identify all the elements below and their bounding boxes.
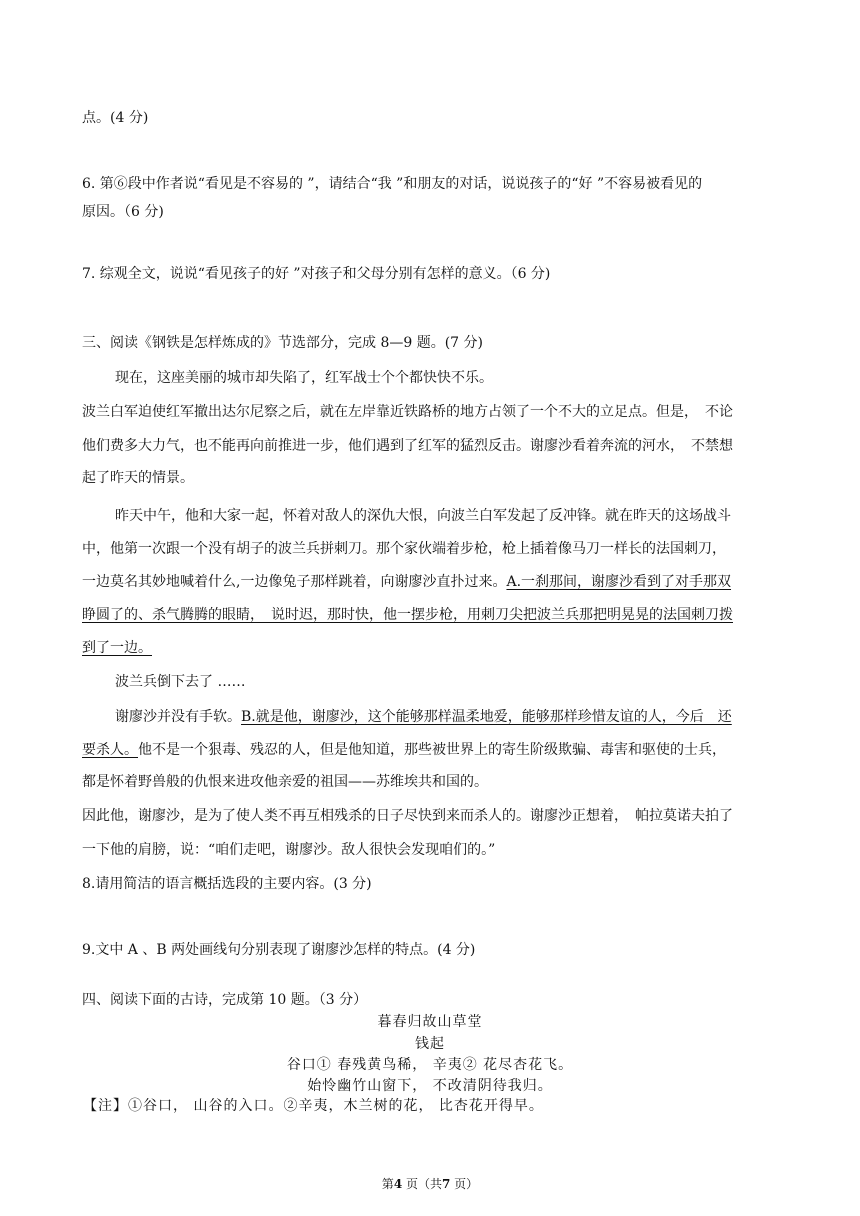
text-line: 点。(4 分) [82, 110, 149, 126]
underlined-sentence-a: A.一刹那间，谢廖沙看到了对手那双 [506, 574, 732, 590]
underlined-sentence-b: B.就是他，谢廖沙，这个能够那样温柔地爱，能够那样珍惜友谊的人，今后 还 [241, 709, 732, 725]
plain-text: 一边莫名其妙地喊着什么,一边像兔子那样跳着，向谢廖沙直扑过来。 [82, 574, 507, 590]
underlined-sentence-a: 到了一边。 [82, 640, 152, 656]
paragraph-line: 昨天中午，他和大家一起，怀着对敌人的深仇大恨，向波兰白军发起了反冲锋。就在昨天的这场战斗 [115, 508, 731, 524]
footer-suffix: 页） [450, 1177, 479, 1191]
question-8: 8.请用简洁的语言概括选段的主要内容。(3 分) [82, 876, 372, 892]
plain-text: 他不是一个狠毒、残忍的人，但是他知道，那些被世界上的寄生阶级欺骗、毒害和驱使的士兵， [138, 742, 726, 758]
paragraph-line [82, 572, 731, 592]
paragraph-line [82, 740, 726, 760]
plain-text: 谢廖沙并没有手软。 [115, 709, 241, 725]
paragraph-line: 都是怀着野兽般的仇恨来进攻他亲爱的祖国——苏维埃共和国的。 [82, 774, 488, 790]
question-9: 9.文中 A 、B 两处画线句分别表现了谢廖沙怎样的特点。(4 分) [82, 942, 476, 958]
total-pages: 7 [442, 1177, 451, 1191]
paragraph-line: 一下他的肩膀，说：“咱们走吧，谢廖沙。敌人很快会发现咱们的。” [82, 842, 496, 858]
underlined-sentence-a: 睁圆了的、杀气腾腾的眼睛， 说时迟，那时快，他一摆步枪，用刺刀尖把波兰兵那把明晃晃的法国刺刀拨 [82, 607, 733, 623]
section-3-heading: 三、阅读《钢铁是怎样炼成的》节选部分，完成 8—9 题。(7 分) [82, 335, 483, 351]
paragraph-line: 他们费多大力气，也不能再向前推进一步，他们遇到了红军的猛烈反击。谢廖沙看着奔流的河水， 不禁想 [82, 438, 733, 454]
page-footer [0, 1176, 860, 1192]
footer-mid: 页（共 [402, 1177, 442, 1191]
section-4-heading: 四、阅读下面的古诗，完成第 10 题。（3 分） [82, 992, 368, 1008]
paragraph-line: 波兰白军迫使红军撤出达尔尼察之后，就在左岸靠近铁路桥的地方占领了一个不大的立足点。但是， 不论 [82, 404, 733, 420]
question-6: 6. 第⑥段中作者说“看见是不容易的 ”，请结合“我 ”和朋友的对话，说说孩子的“好 ”不容易被看见的 [82, 176, 703, 192]
paragraph-line: 波兰兵倒下去了 …… [115, 674, 246, 690]
poem-line: 谷口① 春残黄鸟稀， 辛夷② 花尽杏花飞。 [286, 1057, 574, 1073]
question-6-cont: 原因。（6 分) [82, 204, 164, 220]
question-7: 7. 综观全文，说说“看见孩子的好 ”对孩子和父母分别有怎样的意义。（6 分) [82, 266, 551, 282]
paragraph-line [82, 605, 733, 625]
paragraph-line: 中，他第一次跟一个没有胡子的波兰兵拼刺刀。那个家伙端着步枪，枪上插着像马刀一样长的法国刺刀， [82, 541, 726, 557]
footer-prefix: 第 [381, 1177, 394, 1191]
poem-note: 【注】①谷口， 山谷的入口。②辛夷，木兰树的花， 比杏花开得早。 [83, 1098, 544, 1114]
page-number: 4 [393, 1177, 403, 1191]
paragraph-line [82, 638, 152, 658]
poem-author: 钱起 [415, 1036, 445, 1052]
underlined-sentence-b: 要杀人。 [82, 742, 138, 758]
paragraph-line: 因此他，谢廖沙，是为了使人类不再互相残杀的日子尽快到来而杀人的。谢廖沙正想着， 帕拉莫诺夫拍了 [82, 808, 733, 824]
paragraph-line [115, 707, 732, 727]
poem-line: 始怜幽竹山窗下， 不改清阴待我归。 [307, 1078, 553, 1094]
paragraph-line: 起了昨天的情景。 [82, 470, 194, 486]
poem-title: 暮春归故山草堂 [377, 1014, 483, 1030]
paragraph-line: 现在，这座美丽的城市却失陷了，红军战士个个都快快不乐。 [115, 370, 493, 386]
